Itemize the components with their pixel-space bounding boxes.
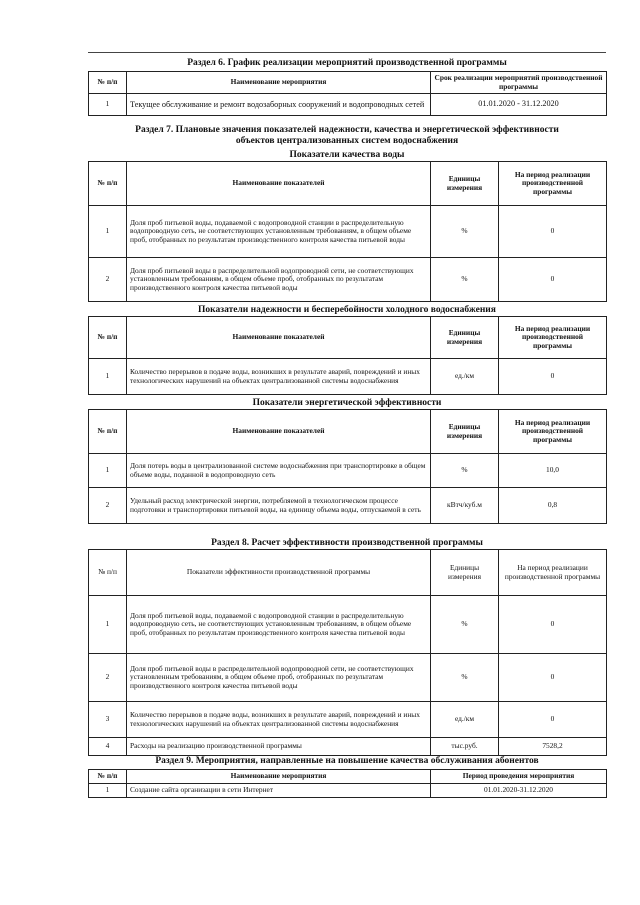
table-header-row: [89, 770, 607, 784]
top-rule: [88, 52, 606, 53]
row-name: Количество перерывов в подаче воды, возникших в результате аварий, повреждений и иных технологических нарушений на объектах централизованной системы водоснабжения: [127, 359, 431, 395]
header-cell: Единицы измерения: [431, 410, 499, 454]
row-name: Доля потерь воды в централизованной системе водоснабжения при транспортировке в общем объеме воды, поданной в водопроводную сеть: [127, 454, 431, 488]
table-header-row: [89, 317, 607, 359]
header-cell: Единицы измерения: [431, 317, 499, 359]
section9-title: Раздел 9. Мероприятия, направленные на повышение качества обслуживания абонентов: [155, 756, 539, 766]
energy-title: Показатели энергетической эффективности: [252, 398, 442, 408]
row-number: 1: [89, 94, 127, 116]
row-number: 1: [89, 596, 127, 654]
row-name: Текущее обслуживание и ремонт водозаборных сооружений и водопроводных сетей: [127, 94, 431, 116]
row-unit: ед./км: [431, 702, 499, 738]
table-row: [89, 206, 607, 258]
header-cell: Единицы измерения: [431, 162, 499, 206]
table-row: [89, 258, 607, 302]
quality-title: Показатели качества воды: [289, 150, 405, 160]
header-cell: Наименование показателей: [127, 162, 431, 206]
section7: [88, 125, 606, 524]
row-name: Доля проб питьевой воды, подаваемой с водопроводной станции в распределительную водопроводную сеть, не соответствующих установленным требованиям, в общем объеме проб, отобранных по результатам производственного контроля качества питьевой воды: [127, 206, 431, 258]
section8-table: [88, 549, 607, 756]
row-value: 0: [499, 596, 607, 654]
table-row: [89, 94, 607, 116]
row-name: Доля проб питьевой воды, подаваемой с водопроводной станции в распределительную водопроводную сеть, не соответствующих установленным требованиям, в общем объеме проб, отобранных по результатам производственного контроля качества питьевой воды: [127, 596, 431, 654]
section6: [88, 58, 606, 116]
row-number: 2: [89, 488, 127, 524]
row-unit: %: [431, 258, 499, 302]
row-value: 0: [499, 359, 607, 395]
row-value: 10,0: [499, 454, 607, 488]
row-number: 4: [89, 738, 127, 756]
row-unit: %: [431, 654, 499, 702]
table-row: [89, 654, 607, 702]
header-cell: № п/п: [89, 162, 127, 206]
table-row: [89, 702, 607, 738]
header-cell: На период реализации производственной программы: [499, 162, 607, 206]
table-row: [89, 738, 607, 756]
section8: [88, 538, 606, 756]
row-number: 3: [89, 702, 127, 738]
header-cell: Наименование показателей: [127, 317, 431, 359]
header-cell: № п/п: [89, 317, 127, 359]
header-cell: № п/п: [89, 550, 127, 596]
row-value: 01.01.2020-31.12.2020: [431, 784, 607, 798]
header-cell: Единицы измерения: [431, 550, 499, 596]
header-cell: № п/п: [89, 72, 127, 94]
row-value: 0,8: [499, 488, 607, 524]
row-name: Расходы на реализацию производственной программы: [127, 738, 431, 756]
header-cell: На период реализации производственной программы: [499, 410, 607, 454]
row-unit: тыс.руб.: [431, 738, 499, 756]
row-value: 7528,2: [499, 738, 607, 756]
table-row: [89, 488, 607, 524]
quality-table: [88, 161, 607, 302]
section6-title: Раздел 6. График реализации мероприятий производственной программы: [187, 58, 507, 68]
row-number: 2: [89, 654, 127, 702]
row-unit: ед./км: [431, 359, 499, 395]
header-cell: Наименование мероприятия: [127, 72, 431, 94]
section9: [88, 756, 606, 798]
row-value: 0: [499, 206, 607, 258]
header-cell: Срок реализации мероприятий производственной программы: [431, 72, 607, 94]
row-number: 1: [89, 206, 127, 258]
section8-title: Раздел 8. Расчет эффективности производственной программы: [211, 538, 483, 548]
header-cell: На период реализации производственной программы: [499, 550, 607, 596]
table-header-row: [89, 550, 607, 596]
table-row: [89, 784, 607, 798]
section6-table: [88, 71, 607, 116]
energy-table: [88, 409, 607, 524]
reliability-table: [88, 316, 607, 395]
row-name: Доля проб питьевой воды в распределительной водопроводной сети, не соответствующих установленным требованиям, в общем объеме проб, отобранных по результатам производственного контроля качества питьевой воды: [127, 258, 431, 302]
table-row: [89, 359, 607, 395]
section9-table: [88, 769, 607, 798]
row-number: 2: [89, 258, 127, 302]
row-unit: %: [431, 596, 499, 654]
row-number: 1: [89, 784, 127, 798]
row-unit: %: [431, 206, 499, 258]
row-name: Создание сайта организации в сети Интернет: [127, 784, 431, 798]
table-row: [89, 454, 607, 488]
row-value: 0: [499, 258, 607, 302]
header-cell: № п/п: [89, 770, 127, 784]
header-cell: На период реализации производственной программы: [499, 317, 607, 359]
row-value: 01.01.2020 - 31.12.2020: [431, 94, 607, 116]
row-name: Удельный расход электрической энергии, потребляемой в технологическом процессе подготовки и транспортировки питьевой воды, на единицу объема воды, отпускаемой в сеть: [127, 488, 431, 524]
row-unit: кВтч/куб.м: [431, 488, 499, 524]
row-name: Доля проб питьевой воды в распределительной водопроводной сети, не соответствующих установленным требованиям, в общем объеме проб, отобранных по результатам производственного контроля качества питьевой воды: [127, 654, 431, 702]
table-header-row: [89, 410, 607, 454]
table-row: [89, 596, 607, 654]
row-value: 0: [499, 702, 607, 738]
header-cell: Показатели эффективности производственной программы: [127, 550, 431, 596]
row-number: 1: [89, 454, 127, 488]
row-value: 0: [499, 654, 607, 702]
header-cell: Период проведения мероприятия: [431, 770, 607, 784]
row-name: Количество перерывов в подаче воды, возникших в результате аварий, повреждений и иных технологических нарушений на объектах централизованной системы водоснабжения: [127, 702, 431, 738]
header-cell: Наименование мероприятия: [127, 770, 431, 784]
header-cell: Наименование показателей: [127, 410, 431, 454]
row-number: 1: [89, 359, 127, 395]
table-header-row: [89, 162, 607, 206]
table-header-row: [89, 72, 607, 94]
section7-title: Раздел 7. Плановые значения показателей надежности, качества и энергетической эффективности объектов централизованных систем водоснабжения: [135, 125, 559, 146]
reliability-title: Показатели надежности и бесперебойности холодного водоснабжения: [198, 305, 496, 315]
header-cell: № п/п: [89, 410, 127, 454]
row-unit: %: [431, 454, 499, 488]
